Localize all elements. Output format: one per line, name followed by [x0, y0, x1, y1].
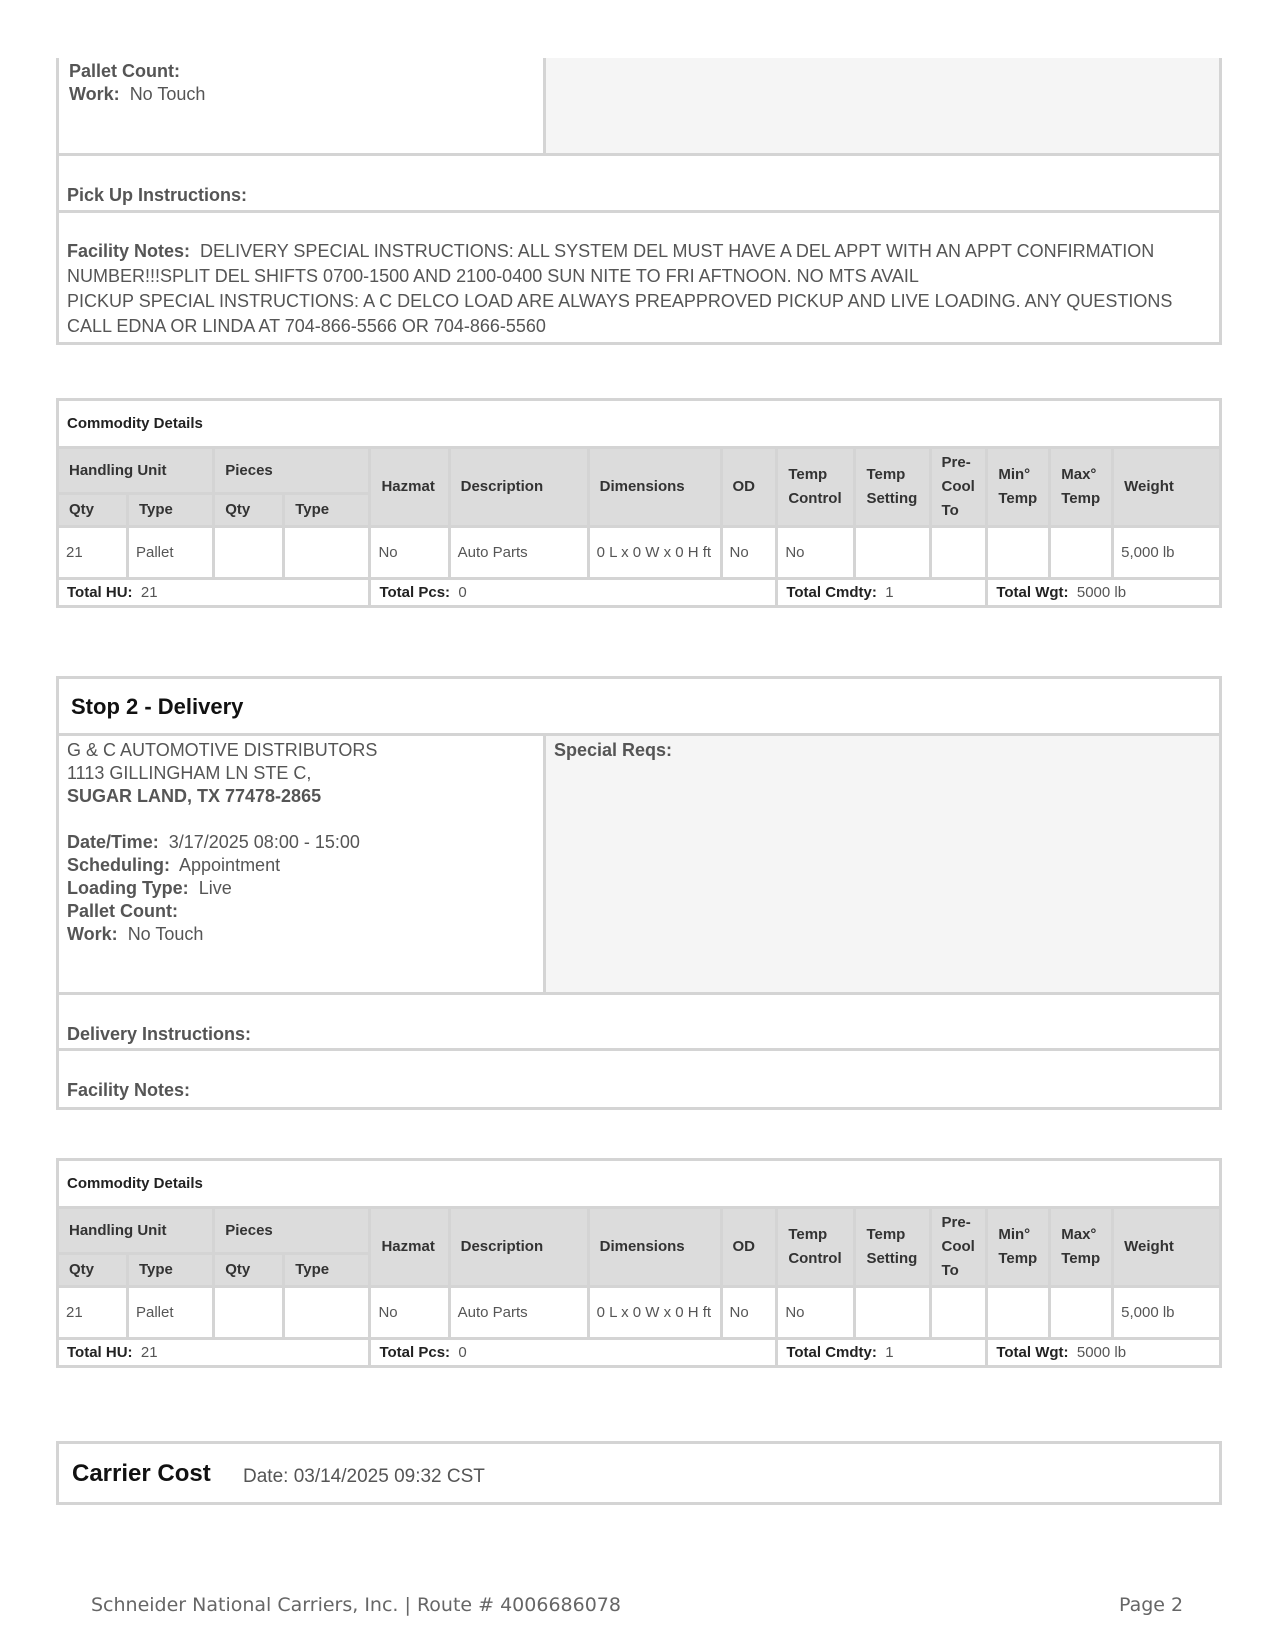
cell-dimensions: 0 L x 0 W x 0 H ft [588, 1287, 721, 1339]
hdr-temp-control: Temp Control [777, 1208, 855, 1287]
cell-hu-qty: 21 [58, 527, 128, 579]
cell-max-temp [1050, 527, 1113, 579]
cell-dimensions: 0 L x 0 W x 0 H ft [588, 527, 721, 579]
hdr-hazmat: Hazmat [370, 1208, 449, 1287]
hdr-description: Description [449, 1208, 588, 1287]
hdr-min-temp: Min° Temp [987, 448, 1050, 527]
hdr-handling-unit: Handling Unit [58, 448, 214, 494]
loading-type-label: Loading Type: [67, 878, 189, 898]
hdr-pre-cool-to: Pre-Cool To [930, 448, 987, 527]
cell-pcs-type [284, 527, 370, 579]
cell-hu-qty: 21 [58, 1287, 128, 1339]
hdr-hu-type: Type [128, 1254, 214, 1287]
hdr-hazmat: Hazmat [370, 448, 449, 527]
scheduling-value: Appointment [179, 855, 281, 875]
hdr-max-temp: Max° Temp [1050, 448, 1113, 527]
total-pcs: Total Pcs: 0 [370, 579, 777, 607]
table-row [58, 527, 1221, 579]
hdr-weight: Weight [1113, 1208, 1221, 1287]
cell-min-temp [987, 1287, 1050, 1339]
hdr-dimensions: Dimensions [588, 1208, 721, 1287]
hdr-temp-control: Temp Control [777, 448, 855, 527]
stop2-header [59, 679, 1219, 736]
hdr-pcs-qty: Qty [214, 1254, 284, 1287]
facility-notes-label: Facility Notes: [67, 241, 191, 261]
total-hu: Total HU: 21 [58, 579, 370, 607]
hdr-od: OD [721, 448, 777, 527]
hdr-handling-unit: Handling Unit [58, 1208, 214, 1254]
hdr-dimensions: Dimensions [588, 448, 721, 527]
facility-notes-delivery: DELIVERY SPECIAL INSTRUCTIONS: ALL SYSTEM DEL MUST HAVE A DEL APPT WITH AN APPT CONFIRMATION NUMBER!!!SPLIT DEL SHIFTS 0700-1500 AND 2100-0400 SUN NITE TO FRI AFTNOON. NO MTS AVAIL [67, 241, 1155, 286]
hdr-pcs-qty: Qty [214, 494, 284, 527]
hdr-weight: Weight [1113, 448, 1221, 527]
footer-route: Schneider National Carriers, Inc. | Route # 4006686078 [91, 1594, 621, 1616]
hdr-min-temp: Min° Temp [987, 1208, 1050, 1287]
delivery-instructions-label: Delivery Instructions: [67, 1024, 252, 1044]
scheduling-label: Scheduling: [67, 855, 170, 875]
commodity-table-stop1 [56, 398, 1222, 608]
cell-temp-control: No [777, 527, 855, 579]
total-wgt: Total Wgt: 5000 lb [987, 1339, 1221, 1367]
table-row [58, 1287, 1221, 1339]
total-cmdty: Total Cmdty: 1 [777, 1339, 987, 1367]
stop1-details-left [59, 58, 543, 153]
cell-weight: 5,000 lb [1113, 1287, 1221, 1339]
work-value: No Touch [127, 924, 204, 944]
total-wgt: Total Wgt: 5000 lb [987, 579, 1221, 607]
cell-temp-setting [855, 527, 930, 579]
pallet-count-label: Pallet Count: [67, 901, 178, 921]
datetime-value: 3/17/2025 08:00 - 15:00 [168, 832, 360, 852]
hdr-pieces: Pieces [214, 1208, 370, 1254]
special-reqs-label: Special Reqs: [554, 740, 673, 760]
cell-pcs-qty [214, 527, 284, 579]
footer-page-number: Page 2 [1119, 1594, 1184, 1616]
work-value: No Touch [129, 84, 206, 104]
hdr-hu-qty: Qty [58, 1254, 128, 1287]
hdr-hu-qty: Qty [58, 494, 128, 527]
facility-notes-pickup: PICKUP SPECIAL INSTRUCTIONS: A C DELCO LOAD ARE ALWAYS PREAPPROVED PICKUP AND LIVE LOADING. ANY QUESTIONS CALL EDNA OR LINDA AT 704-866-5566 OR 704-866-5560 [67, 291, 1173, 336]
commodity-details-title: Commodity Details [58, 400, 1221, 448]
hdr-pcs-type: Type [284, 1254, 370, 1287]
cell-temp-setting [855, 1287, 930, 1339]
pickup-instructions-row [56, 156, 1222, 213]
cell-pre-cool [930, 1287, 987, 1339]
stop2-panel [56, 676, 1222, 1110]
stop2-facility-notes-row [59, 1054, 1219, 1107]
cell-hazmat: No [370, 527, 449, 579]
cell-hu-type: Pallet [128, 527, 214, 579]
hdr-od: OD [721, 1208, 777, 1287]
carrier-cost-title: Carrier Cost [72, 1460, 211, 1487]
hdr-max-temp: Max° Temp [1050, 1208, 1113, 1287]
hdr-pieces: Pieces [214, 448, 370, 494]
carrier-cost-date: Date: 03/14/2025 09:32 CST [243, 1466, 485, 1487]
cell-hu-type: Pallet [128, 1287, 214, 1339]
cell-pre-cool [930, 527, 987, 579]
totals-row [58, 579, 1221, 607]
carrier-cost-panel [56, 1441, 1222, 1505]
total-pcs: Total Pcs: 0 [370, 1339, 777, 1367]
pickup-instructions-label: Pick Up Instructions: [67, 185, 248, 205]
loading-type-value: Live [198, 878, 232, 898]
datetime-label: Date/Time: [67, 832, 159, 852]
cell-od: No [721, 527, 777, 579]
work-label: Work: [67, 924, 118, 944]
cell-max-temp [1050, 1287, 1113, 1339]
cell-temp-control: No [777, 1287, 855, 1339]
commodity-details-title: Commodity Details [58, 1160, 1221, 1208]
stop2-address-block [59, 736, 543, 995]
total-hu: Total HU: 21 [58, 1339, 370, 1367]
cell-od: No [721, 1287, 777, 1339]
stop2-company: G & C AUTOMOTIVE DISTRIBUTORS [67, 740, 378, 760]
cell-pcs-type [284, 1287, 370, 1339]
delivery-instructions-row [59, 998, 1219, 1051]
hdr-temp-setting: Temp Setting [855, 448, 930, 527]
hdr-pre-cool-to: Pre-Cool To [930, 1208, 987, 1287]
hdr-temp-setting: Temp Setting [855, 1208, 930, 1287]
stop2-title: Stop 2 - Delivery [71, 694, 244, 719]
total-cmdty: Total Cmdty: 1 [777, 579, 987, 607]
cell-weight: 5,000 lb [1113, 527, 1221, 579]
totals-row [58, 1339, 1221, 1367]
hdr-pcs-type: Type [284, 494, 370, 527]
stop1-details-panel [56, 58, 1222, 156]
facility-notes-label: Facility Notes: [67, 1080, 191, 1100]
work-label: Work: [69, 84, 120, 104]
pickup-facility-notes-row [56, 213, 1222, 345]
pallet-count-label: Pallet Count: [69, 61, 180, 81]
stop2-city-state-zip: SUGAR LAND, TX 77478-2865 [67, 786, 322, 806]
commodity-table-stop2 [56, 1158, 1222, 1368]
cell-description: Auto Parts [449, 1287, 588, 1339]
stop1-special-reqs-panel [543, 58, 1219, 153]
stop2-special-reqs-panel [543, 736, 1219, 995]
stop2-address1: 1113 GILLINGHAM LN STE C, [67, 763, 312, 783]
cell-hazmat: No [370, 1287, 449, 1339]
hdr-hu-type: Type [128, 494, 214, 527]
cell-description: Auto Parts [449, 527, 588, 579]
hdr-description: Description [449, 448, 588, 527]
cell-min-temp [987, 527, 1050, 579]
cell-pcs-qty [214, 1287, 284, 1339]
